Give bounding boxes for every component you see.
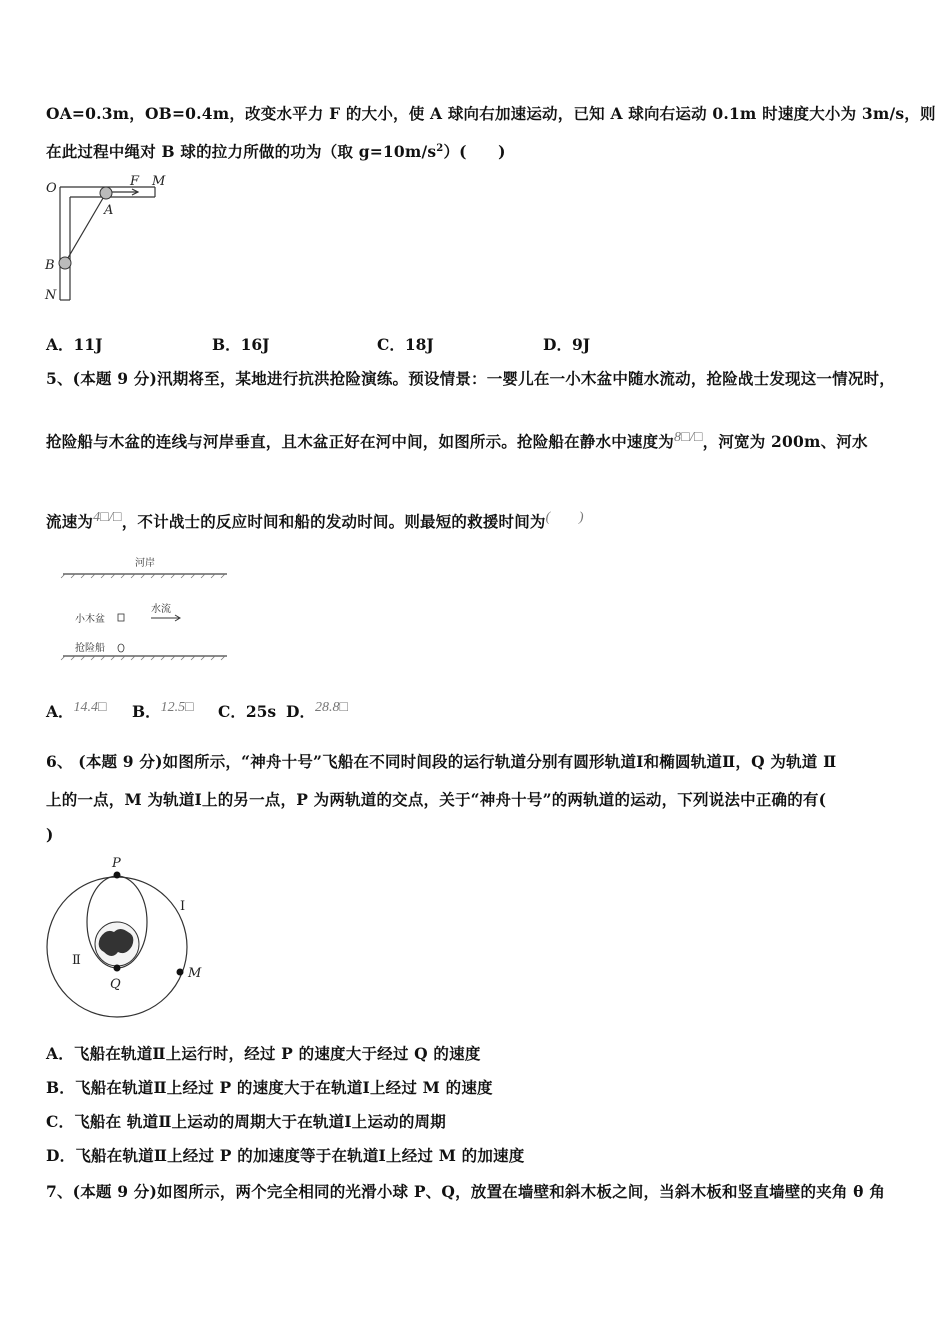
q6-option-a: A．飞船在轨道Ⅱ上运行时，经过 P 的速度大于经过 Q 的速度 bbox=[46, 1044, 481, 1063]
q5-option-c: C．25s bbox=[218, 702, 277, 721]
q6-text-line-3: ) bbox=[46, 825, 54, 844]
label-n: N bbox=[45, 288, 57, 303]
q5-line3-post: ，不计战士的反应时间和船的发动时间。则最短的救援时间为 bbox=[121, 512, 546, 531]
q5-option-d-value: 28.8□ bbox=[314, 700, 348, 715]
q7-text-line-1: 7、(本题 9 分)如图所示，两个完全相同的光滑小球 P、Q，放置在墙壁和斜木板之间，当斜木板和竖直墙壁的夹角 θ 角 bbox=[46, 1182, 886, 1201]
q5-option-d bbox=[286, 700, 348, 722]
q5-text-line-3 bbox=[46, 506, 584, 532]
q5-ship-speed: 8□/□ bbox=[674, 430, 703, 445]
label-p: P bbox=[112, 856, 121, 871]
q5-option-d-label: D． bbox=[286, 702, 315, 721]
q4-option-a: A．11J bbox=[46, 335, 103, 354]
q4-line2-post: ）( ) bbox=[443, 142, 506, 161]
q5-line2-pre: 抢险船与木盆的连线与河岸垂直，且木盆正好在河中间，如图所示。抢险船在静水中速度为 bbox=[46, 432, 675, 451]
point-m bbox=[177, 969, 184, 976]
point-q bbox=[114, 965, 121, 972]
q6-text-line-1: 6、 (本题 9 分)如图所示，“神舟十号”飞船在不同时间段的运行轨道分别有圆形轨道Ⅰ和椭圆轨道Ⅱ，Q 为轨道 Ⅱ bbox=[46, 752, 837, 771]
label-boat: 抢险船 bbox=[75, 643, 105, 654]
label-m: M bbox=[188, 966, 202, 981]
label-f: F bbox=[130, 174, 140, 189]
q5-line2-post: ，河宽为 200m、河水 bbox=[702, 432, 868, 451]
label-a: A bbox=[104, 203, 114, 218]
q5-option-b-value: 12.5□ bbox=[160, 700, 194, 715]
q5-text-line-2 bbox=[46, 430, 868, 452]
label-b: B bbox=[45, 258, 55, 273]
q6-option-c: C．飞船在 轨道Ⅱ上运动的周期大于在轨道Ⅰ上运动的周期 bbox=[46, 1112, 446, 1131]
ball-a bbox=[100, 187, 112, 199]
q6-figure-orbits bbox=[42, 852, 212, 1022]
q5-option-a-value: 14.4□ bbox=[73, 700, 107, 715]
q5-option-b-label: B． bbox=[132, 702, 161, 721]
q5-answer-blank: ( ) bbox=[545, 510, 584, 525]
q6-option-d: D．飞船在轨道Ⅱ上经过 P 的加速度等于在轨道Ⅰ上经过 M 的加速度 bbox=[46, 1146, 525, 1165]
q5-option-a bbox=[46, 700, 107, 722]
label-o: O bbox=[46, 181, 57, 196]
point-p bbox=[114, 872, 121, 879]
label-orbit-one: Ⅰ bbox=[180, 899, 186, 914]
label-bank: 河岸 bbox=[135, 558, 155, 569]
q5-option-a-label: A． bbox=[46, 702, 74, 721]
q5-water-speed: 4□/□ bbox=[93, 510, 122, 525]
basin-marker bbox=[118, 614, 124, 621]
q5-text-line-1: 5、(本题 9 分)汛期将至，某地进行抗洪抢险演练。预设情景：一婴儿在一小木盆中随水流动，抢险战士发现这一情况时， bbox=[46, 369, 895, 388]
ball-b bbox=[59, 257, 71, 269]
q4-option-b: B．16J bbox=[212, 335, 270, 354]
q4-text-line-1: OA=0.3m，OB=0.4m，改变水平力 F 的大小，使 A 球向右加速运动，已知 A 球向右运动 0.1m 时速度大小为 3m/s，则 bbox=[46, 104, 936, 123]
q4-option-d: D．9J bbox=[543, 335, 591, 354]
q5-option-b bbox=[132, 700, 194, 722]
boat-marker bbox=[118, 644, 124, 652]
q5-figure-river bbox=[55, 550, 235, 668]
q4-text-line-2 bbox=[46, 140, 506, 162]
q6-text-line-2: 上的一点，M 为轨道Ⅰ上的另一点，P 为两轨道的交点，关于“神舟十号”的两轨道的运动，下列说法中正确的有( bbox=[46, 790, 827, 809]
q4-line2-sup: 2 bbox=[436, 142, 444, 154]
q5-line3-pre: 流速为 bbox=[46, 512, 94, 531]
label-orbit-two: Ⅱ bbox=[72, 953, 81, 968]
label-flow: 水流 bbox=[151, 604, 171, 615]
label-q: Q bbox=[110, 977, 121, 992]
q6-option-b: B．飞船在轨道Ⅱ上经过 P 的速度大于在轨道Ⅰ上经过 M 的速度 bbox=[46, 1078, 493, 1097]
q4-figure-rope-balls bbox=[40, 172, 175, 307]
q4-line2-pre: 在此过程中绳对 B 球的拉力所做的功为（取 g=10m/s bbox=[46, 142, 437, 161]
q4-option-c: C．18J bbox=[377, 335, 434, 354]
label-m: M bbox=[152, 174, 166, 189]
label-basin: 小木盆 bbox=[75, 614, 105, 625]
